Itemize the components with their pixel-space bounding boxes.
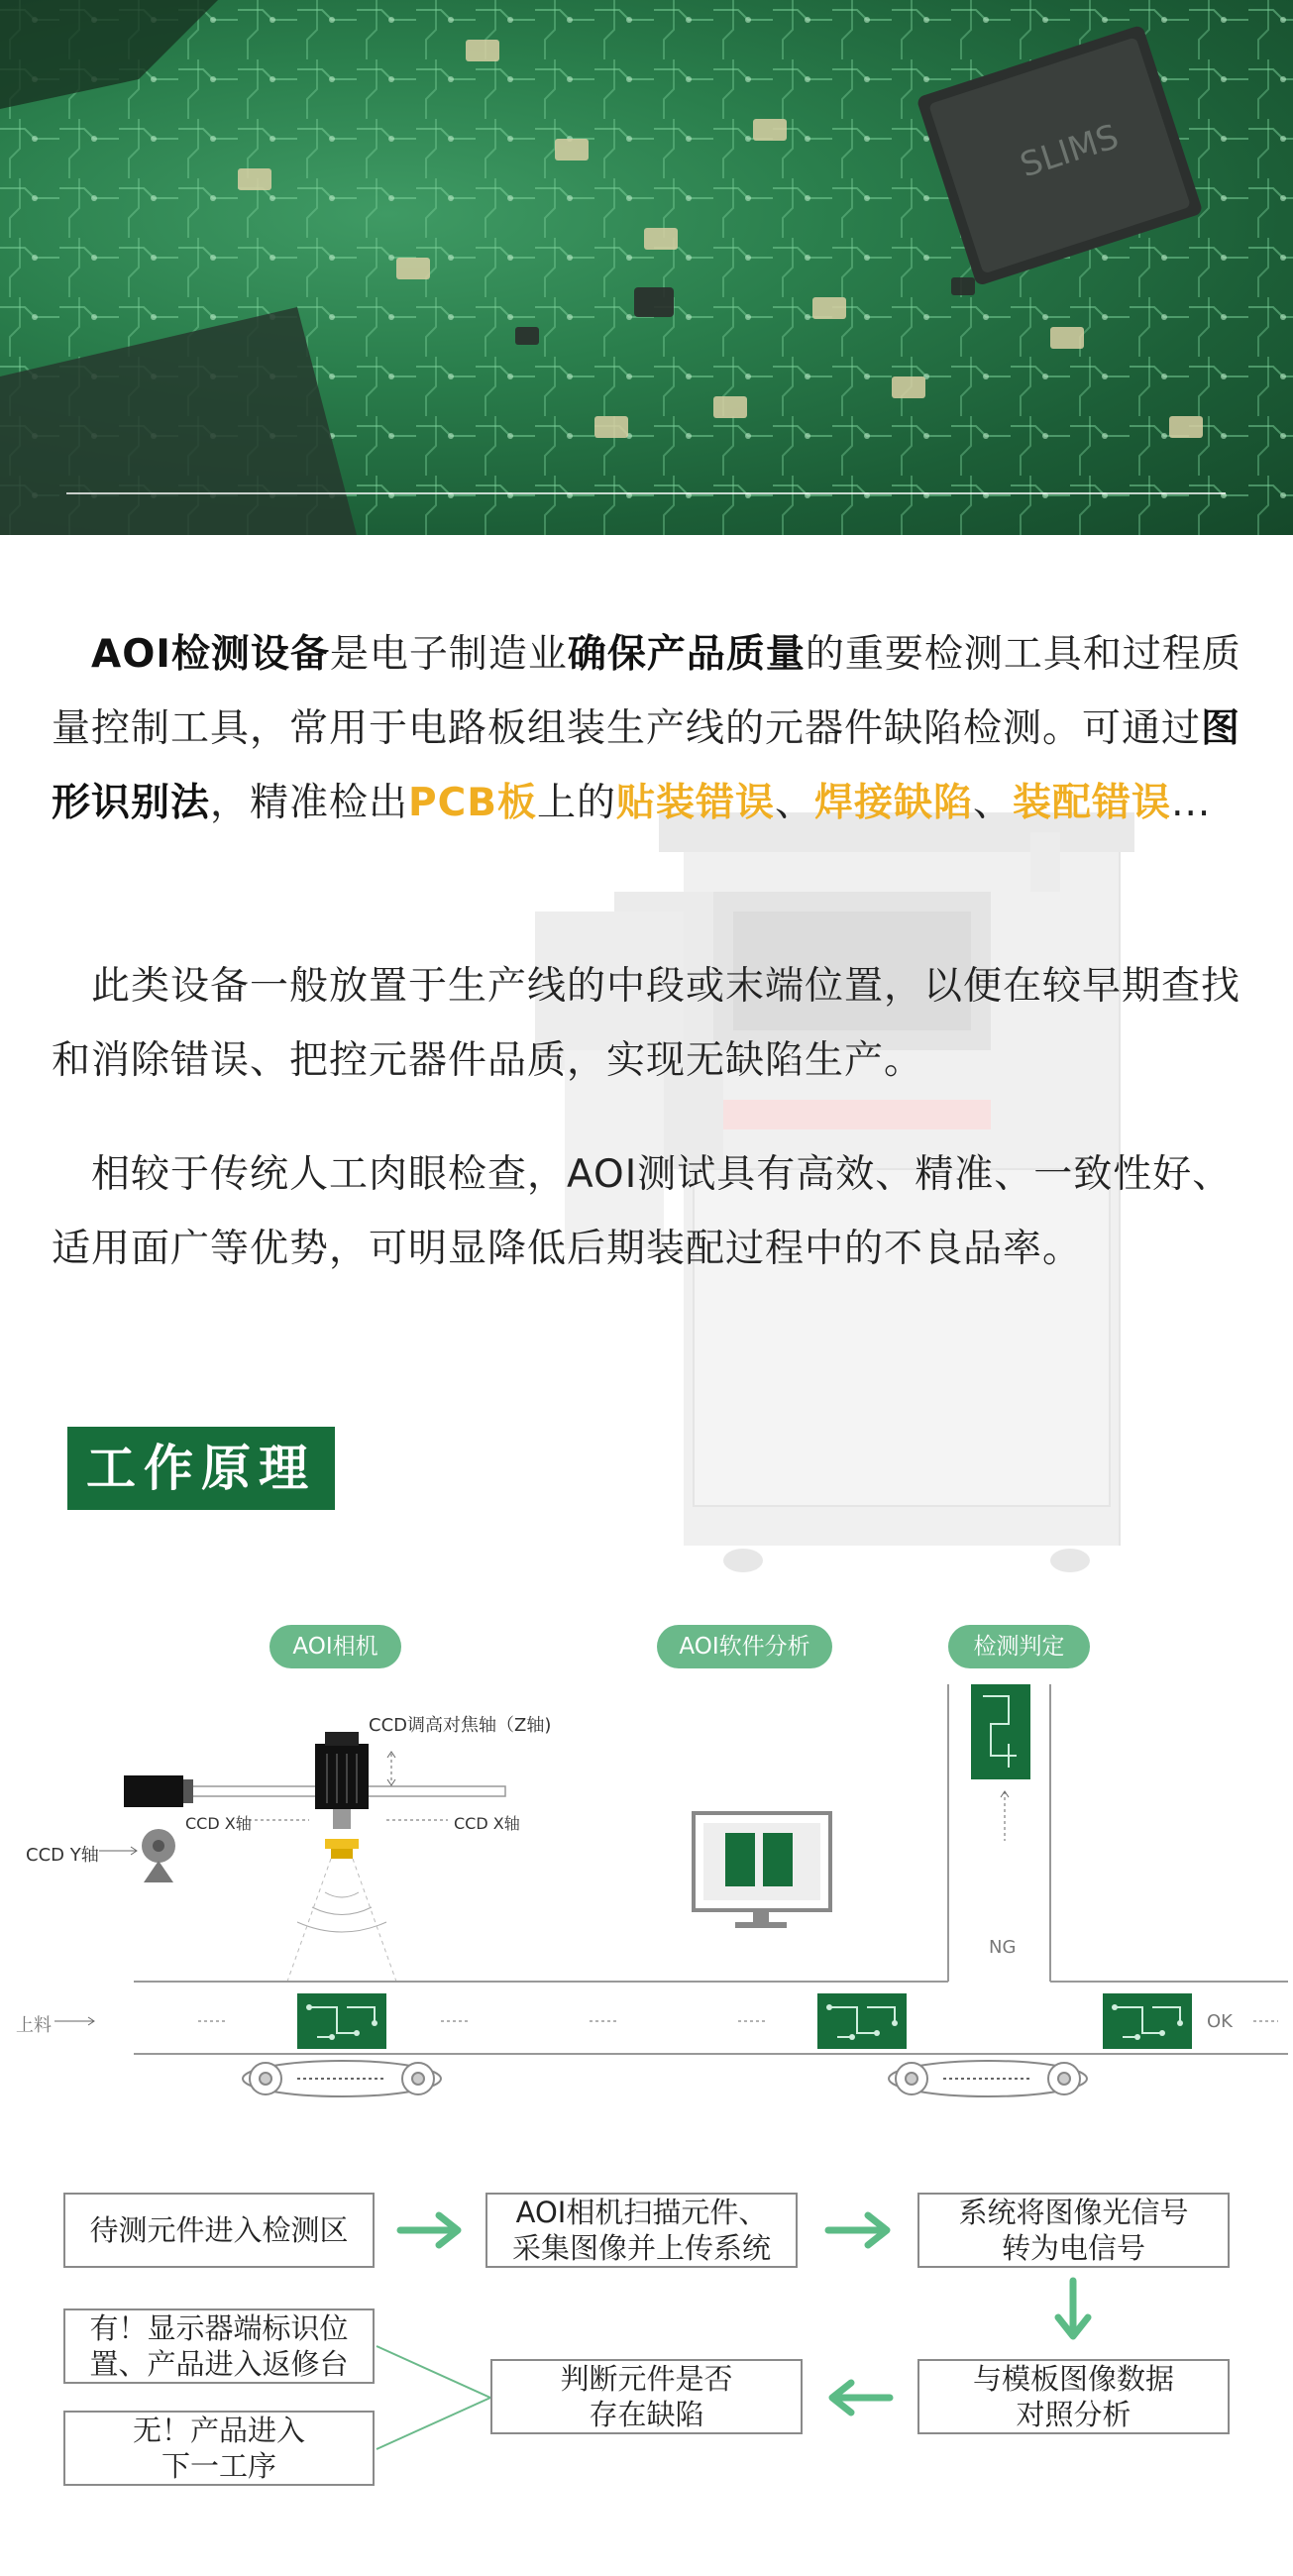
intro-paragraph-2-text: 此类设备一般放置于生产线的中段或末端位置，以便在较早期查找和消除错误、把控元器件品质，实现无缺陷生产。 [52,964,1241,1083]
y-axis-label: CCD Y轴 [26,1845,99,1866]
flow-step-enter-inspection [63,2193,375,2268]
flow-step-text: 无！产品进入 [132,2414,305,2447]
flow-step-text: 下一工序 [161,2449,276,2483]
label-aoi-camera: AOI相机 [269,1625,401,1668]
flow-step-text: 对照分析 [1016,2398,1131,2431]
hero-divider-line [66,492,1226,494]
intro-emphasis-text: 焊接缺陷 [814,781,974,825]
conveyor-line [54,1982,1288,2054]
flow-result-defect-yes [63,2308,375,2384]
flow-step-text: 存在缺陷 [589,2398,704,2431]
z-axis-label: CCD调高对焦轴（Z轴) [369,1715,552,1736]
intro-emphasis-text: 图形识别法 [52,706,1241,825]
intro-text: 、 [775,781,815,825]
intro-text: 上的 [536,781,616,825]
x-axis-left-label: CCD X轴 [185,1814,252,1833]
intro-text: ，精准检出 [210,781,409,825]
conveyor-rollers [243,2061,1087,2096]
label-inspection-judgment: 检测判定 [948,1625,1090,1668]
flow-step-text: 判断元件是否 [560,2362,733,2396]
intro-paragraph-2 [52,949,1250,1098]
x-axis-right-label: CCD X轴 [454,1814,520,1833]
section-title-working-principle: 工作原理 [67,1427,335,1510]
flow-step-text: 系统将图像光信号 [958,2196,1189,2229]
intro-emphasis-text: AOI检测设备 [91,632,330,677]
intro-text: 是电子制造业 [329,632,568,677]
flow-step-signal-convert [917,2193,1230,2268]
label-aoi-software: AOI软件分析 [657,1625,832,1668]
intro-text: 的重要检测工具和过程质量控制工具，常用于电路板组装生产线的元器件缺陷检测。可通过 [52,632,1241,751]
flow-step-text: AOI相机扫描元件、 [515,2196,768,2229]
intro-paragraph-1 [52,617,1250,840]
intro-text: ... [1171,781,1212,825]
intro-text: 、 [973,781,1014,825]
flow-step-text: 转为电信号 [1001,2231,1145,2265]
feed-label: 上料 [16,2015,52,2036]
svg-text:SLIMS: SLIMS [1015,116,1124,186]
intro-emphasis-text: 确保产品质量 [567,632,806,677]
flow-step-camera-scan [485,2193,798,2268]
flow-step-text: 采集图像并上传系统 [511,2231,771,2265]
flow-step-template-compare [917,2359,1230,2434]
intro-paragraph-3 [52,1137,1250,1286]
monitor-icon [694,1813,830,1928]
intro-emphasis-text: 装配错误 [1013,781,1172,825]
flow-step-text: 有！显示器端标识位 [89,2311,349,2345]
intro-paragraph-3-text: 相较于传统人工肉眼检查，AOI测试具有高效、精准、一致性好、适用面广等优势，可明显降低后期装配过程中的不良品率。 [52,1152,1233,1271]
ccd-camera-assembly [99,1732,505,1982]
flow-step-text: 待测元件进入检测区 [89,2213,349,2247]
intro-emphasis-text: PCB板 [408,781,537,825]
flow-step-text: 置、产品进入返修台 [89,2347,349,2381]
ok-label: OK [1207,2011,1233,2032]
flow-result-defect-no [63,2411,375,2486]
intro-emphasis-text: 贴装错误 [615,781,775,825]
aoi-process-diagram [0,1684,1293,2120]
ng-label: NG [989,1937,1017,1958]
hero-pcb-image [0,0,1293,535]
flow-step-text: 与模板图像数据 [972,2362,1174,2396]
flow-step-defect-judgment [490,2359,803,2434]
